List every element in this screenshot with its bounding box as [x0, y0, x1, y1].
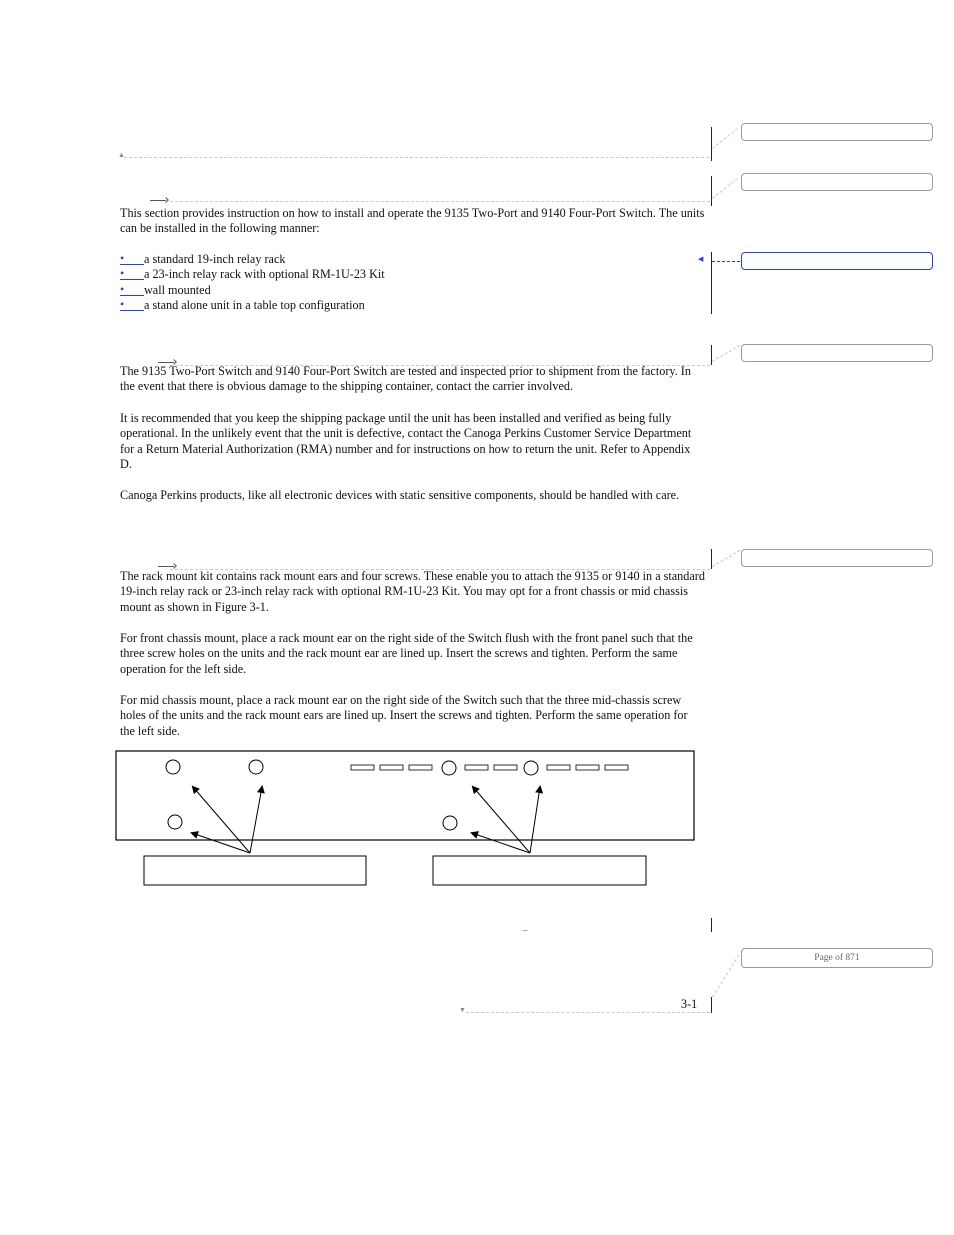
heading1-edit-mark: [150, 200, 166, 201]
front-label-box: [144, 856, 366, 885]
inspection-paragraph-2: It is recommended that you keep the shipping package until the unit has been installed and verified as being fully operational. In the unlikely event that the unit is defective, contact the Canoga Perkins Customer Service Department for a Return Material Authorization (RMA) number and for instructions on how to return the unit. Refer to Appendix D.: [120, 411, 692, 471]
rack-mount-figure: [110, 745, 710, 895]
rackmount-paragraph-1: The rack mount kit contains rack mount ears and four screws. These enable you to attach the 9135 or 9140 in a standard 19-inch relay rack or 23-inch relay rack with optional RM-1U-23 Kit. You may opt for a front chassis or mid chassis mount as shown in Figure 3-1.: [120, 569, 705, 614]
balloon-leader-3: [712, 261, 740, 262]
balloon-leader-1: [712, 128, 738, 148]
comment-balloon-3-selected[interactable]: [741, 252, 933, 270]
bullet-icon: •: [120, 267, 144, 280]
screw-hole-mid-1: [442, 761, 456, 775]
heading1-dashed-line: [170, 201, 710, 202]
screw-hole-mid-3: [443, 816, 457, 830]
change-bar-7: [711, 997, 712, 1013]
intro-paragraph: This section provides instruction on how to install and operate the 9135 Two-Port and 9140 Four-Port Switch. The units can be installed in the following manner:: [120, 206, 705, 236]
vent-slot: [494, 765, 517, 770]
mid-arrow-2: [530, 787, 540, 853]
change-bar-2: [711, 176, 712, 206]
footer-dashed-line: [466, 1012, 710, 1013]
comment-balloon-4[interactable]: [741, 344, 933, 362]
vent-slot: [605, 765, 628, 770]
comment-balloon-1[interactable]: [741, 123, 933, 141]
heading3-edit-mark: [158, 566, 174, 567]
inspection-paragraph-1: The 9135 Two-Port Switch and 9140 Four-Port Switch are tested and inspected prior to shipment from the factory. In the event that there is obvious damage to the shipping container, contact the carrier involved.: [120, 364, 691, 394]
mid-label-box: [433, 856, 646, 885]
front-arrow-2: [250, 787, 262, 853]
comment-balloon-2[interactable]: [741, 173, 933, 191]
footer-center-mark: –: [523, 925, 528, 935]
screw-hole-front-1: [166, 760, 180, 774]
vent-slot: [409, 765, 432, 770]
page-number: 3-1: [681, 997, 698, 1011]
bullet-icon: •: [120, 252, 144, 265]
switch-chassis-outline: [116, 751, 694, 840]
vent-slot: [380, 765, 403, 770]
comment-balloon-5[interactable]: [741, 549, 933, 567]
balloon-leader-2: [712, 178, 738, 198]
inspection-paragraph-3: Canoga Perkins products, like all electronic devices with static sensitive components, should be handled with care.: [120, 488, 680, 502]
footer-leader: [712, 955, 739, 998]
vent-slot: [576, 765, 599, 770]
heading2-edit-mark: [158, 362, 174, 363]
page-counter-field[interactable]: Page of 871: [741, 948, 933, 968]
screw-hole-front-2: [249, 760, 263, 774]
balloon-leader-4: [712, 345, 740, 362]
list-item: • a 23-inch relay rack with optional RM-1U-23 Kit: [120, 266, 385, 282]
change-bar-1: [711, 127, 712, 161]
header-dashed-line: [124, 157, 709, 158]
rackmount-paragraph-2: For front chassis mount, place a rack mount ear on the right side of the Switch flush with the front panel such that the three screw holes on the units and the rack mount ear are lined up. Insert the screws and tighten. Perform the same operation for the left side.: [120, 631, 693, 676]
list-item: • a standard 19-inch relay rack: [120, 251, 286, 266]
bullet-icon: •: [120, 298, 144, 311]
header-anchor-mark: ▲: [118, 151, 125, 159]
balloon-leader-5: [712, 550, 740, 567]
screw-hole-mid-2: [524, 761, 538, 775]
install-options-list: [120, 252, 385, 314]
bullet-icon: •: [120, 283, 144, 296]
vent-slot: [465, 765, 488, 770]
list-item: • wall mounted: [120, 281, 211, 297]
list-item: • a stand alone unit in a table top configuration: [120, 297, 365, 313]
screw-hole-front-3: [168, 815, 182, 829]
rackmount-paragraph-3: For mid chassis mount, place a rack mount ear on the right side of the Switch such that the three mid-chassis screw holes of the units and the rack mount ears are lined up. Insert the screws and tighten. Perform the same operation for the left side.: [120, 693, 688, 738]
footer-anchor-mark: ▼: [459, 1006, 466, 1014]
balloon-pointer-icon: ◀: [698, 255, 704, 263]
vent-slot: [547, 765, 570, 770]
change-bar-6: [711, 918, 712, 932]
vent-slot: [351, 765, 374, 770]
